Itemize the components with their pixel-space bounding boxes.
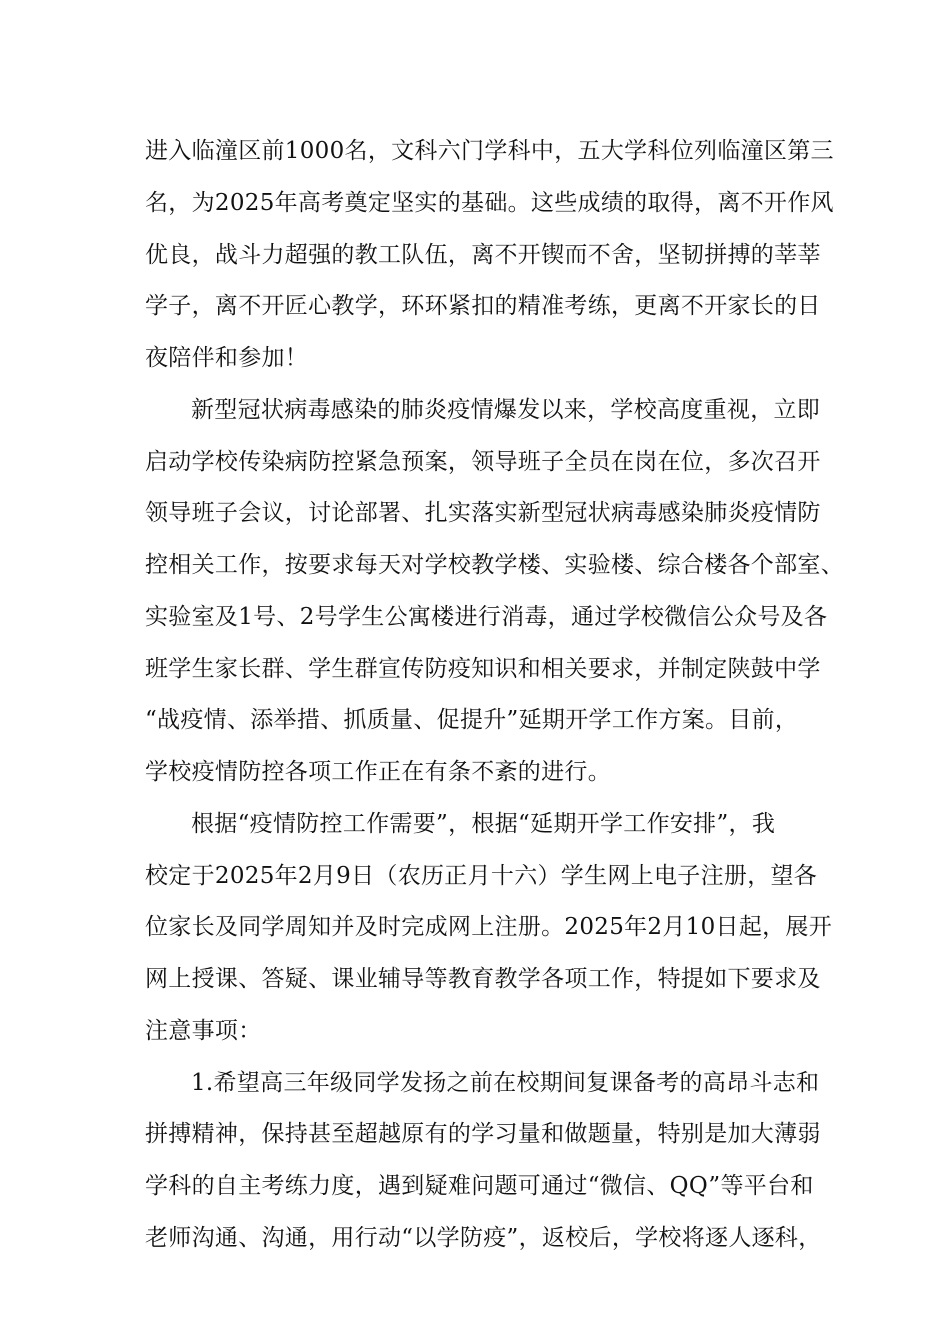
text-line: 学校疫情防控各项工作正在有条不紊的进行。 xyxy=(145,759,611,785)
document-body xyxy=(145,126,844,1265)
text-line: 网上授课、答疑、课业辅导等教育教学各项工作，特提如下要求及 xyxy=(145,966,821,992)
text-line: 启动学校传染病防控紧急预案，领导班子全员在岗在位，多次召开 xyxy=(145,448,821,475)
text-line: 拼搏精神，保持甚至超越原有的学习量和做题量，特别是加大薄弱 xyxy=(145,1121,821,1148)
text-line: “战疫情、添举措、抓质量、促提升”延期开学工作方案。目前， xyxy=(145,707,799,734)
text-line: 控相关工作，按要求每天对学校教学楼、实验楼、综合楼各个部室、 xyxy=(145,552,844,578)
text-line: 领导班子会议，讨论部署、扎实落实新型冠状病毒感染肺炎疫情防 xyxy=(145,500,821,527)
text-line: 老师沟通、沟通，用行动“以学防疫”，返校后，学校将逐人逐科， xyxy=(145,1224,822,1251)
paragraph-first-line: 1.希望高三年级同学发扬之前在校期间复课备考的高昂斗志和 xyxy=(191,1069,820,1096)
paragraph-first-line: 根据“疫情防控工作需要”，根据“延期开学工作安排”，我 xyxy=(191,810,776,837)
text-line: 学科的自主考练力度，遇到疑难问题可通过“微信、QQ”等平台和 xyxy=(145,1173,814,1199)
text-line: 位家长及同学周知并及时完成网上注册。2025年2月10日起，展开 xyxy=(145,914,833,941)
text-line: 夜陪伴和参加！ xyxy=(145,345,309,371)
text-line: 学子，离不开匠心教学，环环紧扣的精准考练，更离不开家长的日 xyxy=(145,293,821,320)
paragraph-first-line: 新型冠状病毒感染的肺炎疫情爆发以来，学校高度重视，立即 xyxy=(191,396,821,423)
text-line: 优良，战斗力超强的教工队伍，离不开锲而不舍，坚韧拼搏的莘莘 xyxy=(145,241,821,268)
text-line: 注意事项： xyxy=(145,1017,262,1044)
text-line: 校定于2025年2月9日（农历正月十六）学生网上电子注册，望各 xyxy=(145,862,818,889)
text-line: 进入临潼区前1000名，文科六门学科中，五大学科位列临潼区第三 xyxy=(145,138,834,164)
text-line: 名，为2025年高考奠定坚实的基础。这些成绩的取得，离不开作风 xyxy=(145,189,834,216)
text-line: 实验室及1号、2号学生公寓楼进行消毒，通过学校微信公众号及各 xyxy=(145,603,828,630)
text-line: 班学生家长群、学生群宣传防疫知识和相关要求，并制定陕鼓中学 xyxy=(145,655,821,682)
